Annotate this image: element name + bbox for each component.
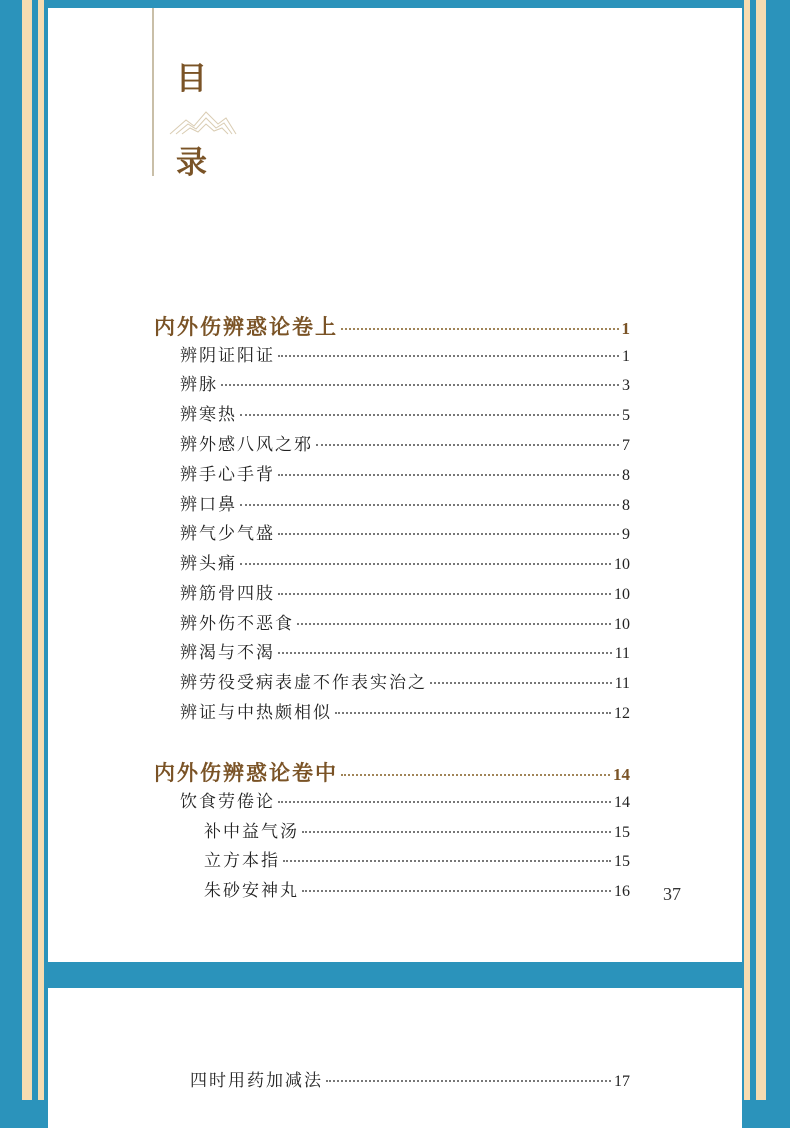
next-book-page <box>48 988 742 1128</box>
toc-leader-dots <box>430 682 612 684</box>
toc-entry-page: 1 <box>622 348 630 365</box>
toc-entry-title: 朱砂安神丸 <box>204 881 299 901</box>
toc-entry[interactable] <box>180 698 630 723</box>
toc-volume-heading[interactable] <box>154 311 630 341</box>
toc-entry-title: 饮食劳倦论 <box>180 792 275 812</box>
toc-entry[interactable] <box>180 609 630 634</box>
left-outer-stripe <box>22 0 32 1100</box>
toc-leader-dots <box>278 533 619 535</box>
toc-entry-page: 1 <box>621 319 630 338</box>
toc-entry-page: 12 <box>614 705 630 722</box>
toc-entry-title: 四时用药加减法 <box>190 1071 323 1091</box>
toc-leader-dots <box>221 384 619 386</box>
toc-entry-title: 补中益气汤 <box>204 822 299 842</box>
toc-entry-title: 内外伤辨惑论卷上 <box>154 314 338 339</box>
toc-entry[interactable] <box>190 1066 630 1091</box>
toc-leader-dots <box>278 474 619 476</box>
toc-entry[interactable] <box>180 668 630 693</box>
toc-entry-page: 7 <box>622 437 630 454</box>
heading-char-mu: 目 <box>176 61 207 97</box>
toc-entry-title: 辨渴与不渴 <box>180 643 275 663</box>
toc-entry-title: 辨证与中热颇相似 <box>180 703 332 723</box>
page-separator-band <box>48 962 742 988</box>
left-inner-stripe <box>38 0 44 1100</box>
toc-leader-dots <box>302 831 611 833</box>
toc-entry[interactable] <box>180 638 630 663</box>
toc-leader-dots <box>316 444 619 446</box>
toc-entry-title: 辨头痛 <box>180 554 237 574</box>
toc-entry-page: 11 <box>614 675 630 692</box>
toc-entry-page: 15 <box>614 824 630 841</box>
toc-entry-page: 8 <box>622 497 630 514</box>
toc-entry[interactable] <box>180 490 630 515</box>
right-inner-stripe <box>744 0 750 1100</box>
toc-entry-page: 17 <box>614 1073 630 1090</box>
heading-vertical-rule <box>152 8 154 176</box>
toc-entry-page: 9 <box>622 526 630 543</box>
heading-char-lu: 录 <box>176 145 207 181</box>
toc-entry-title: 辨气少气盛 <box>180 524 275 544</box>
toc-entry[interactable] <box>180 787 630 812</box>
toc-leader-dots <box>341 328 619 330</box>
toc-entry-title: 辨外感八风之邪 <box>180 435 313 455</box>
toc-leader-dots <box>278 652 612 654</box>
toc-leader-dots <box>240 563 611 565</box>
toc-entry-page: 5 <box>622 407 630 424</box>
toc-entry-title: 辨手心手背 <box>180 465 275 485</box>
toc-entry[interactable] <box>180 400 630 425</box>
toc-entry-title: 辨劳役受病表虚不作表实治之 <box>180 673 427 693</box>
toc-entry-title: 辨外伤不恶食 <box>180 614 294 634</box>
toc-entry-title: 辨阴证阳证 <box>180 346 275 366</box>
toc-leader-dots <box>278 355 619 357</box>
right-outer-stripe <box>756 0 766 1100</box>
toc-subentry[interactable] <box>204 876 630 901</box>
toc-entry-page: 10 <box>614 616 630 633</box>
mountain-ornament-icon <box>168 110 238 136</box>
toc-entry-page: 14 <box>613 765 630 784</box>
toc-entry[interactable] <box>180 579 630 604</box>
toc-entry-page: 8 <box>622 467 630 484</box>
toc-entry-title: 辨口鼻 <box>180 495 237 515</box>
toc-volume-heading[interactable] <box>154 757 630 787</box>
toc-subentry[interactable] <box>204 817 630 842</box>
toc-entry-page: 11 <box>614 645 630 662</box>
toc-leader-dots <box>326 1080 611 1082</box>
toc-leader-dots <box>341 774 610 776</box>
toc-entry[interactable] <box>180 519 630 544</box>
toc-entry-page: 16 <box>614 883 630 900</box>
toc-entry-page: 3 <box>622 377 630 394</box>
toc-entry-page: 10 <box>614 586 630 603</box>
toc-entry-page: 15 <box>614 853 630 870</box>
toc-leader-dots <box>335 712 611 714</box>
toc-entry-page: 10 <box>614 556 630 573</box>
toc-entry-title: 内外伤辨惑论卷中 <box>154 760 338 785</box>
toc-entry[interactable] <box>180 460 630 485</box>
toc-entry[interactable] <box>180 370 630 395</box>
toc-entry-title: 立方本指 <box>204 851 280 871</box>
page-number: 37 <box>663 884 681 904</box>
toc-leader-dots <box>283 860 611 862</box>
toc-entry-title: 辨寒热 <box>180 405 237 425</box>
toc-leader-dots <box>278 801 611 803</box>
toc-leader-dots <box>240 414 619 416</box>
toc-entry-title: 辨脉 <box>180 375 218 395</box>
toc-subentry[interactable] <box>204 846 630 871</box>
toc-entry[interactable] <box>180 430 630 455</box>
toc-entry[interactable] <box>180 549 630 574</box>
toc-entry-page: 14 <box>614 794 630 811</box>
toc-leader-dots <box>278 593 611 595</box>
toc-leader-dots <box>297 623 611 625</box>
toc-entry-title: 辨筋骨四肢 <box>180 584 275 604</box>
toc-leader-dots <box>302 890 611 892</box>
toc-leader-dots <box>240 504 619 506</box>
toc-entry[interactable] <box>180 341 630 366</box>
